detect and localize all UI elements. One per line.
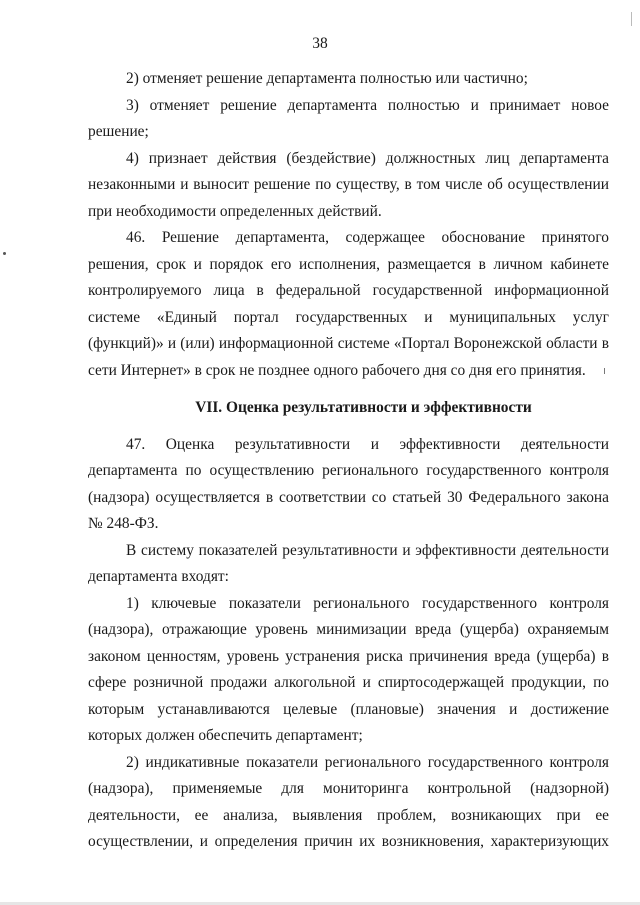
document-body xyxy=(88,66,609,856)
scan-edge-top xyxy=(631,12,632,26)
paragraph-indicative-indicators: 2) индикативные показатели регионального государственного контроля (надзора), применяемые для мониторинга контрольной (надзорной) деятельности, ее анализа, выявления проблем, возникающих при ее осуществлении, и определения причин их возникновения, характеризующих xyxy=(88,753,609,850)
paragraph-key-indicators: 1) ключевые показатели регионального государственного контроля (надзора), отражающие уровень минимизации вреда (ущерба) охраняемым законом ценностям, уровень устранения риска причинения вреда (ущерба) в сфере розничной продажи алкогольной и спиртосодержащей продукции, по которым устанавливаются целевые (плановые) значения и достижение которых должен обеспечить департамент; xyxy=(88,594,609,744)
paragraph-indicators-intro: В систему показателей результативности и эффективности деятельности департамента входят: xyxy=(88,541,609,585)
paragraph-47: 47. Оценка результативности и эффективности деятельности департамента по осуществлению регионального государственного контроля (надзора) осуществляется в соответствии со статьей 30 Федерального закона № 248-ФЗ. xyxy=(88,435,609,532)
scan-margin-mark xyxy=(3,252,6,255)
section-heading: VII. Оценка результативности и эффективности xyxy=(195,399,532,416)
paragraph-item-3: 3) отменяет решение департамента полностью и принимает новое решение; xyxy=(88,96,609,140)
page-number: 38 xyxy=(312,35,328,52)
paragraph-item-4: 4) признает действия (бездействие) должностных лиц департамента незаконными и выносит решение по существу, в том числе об осуществлении при необходимости определенных действий. xyxy=(88,149,609,220)
paragraph-46: 46. Решение департамента, содержащее обоснование принятого решения, срок и порядок его исполнения, размещается в личном кабинете контролируемого лица в федеральной государственной информационной системе «Единый портал государственных и муниципальных услуг (функций)» и (или) информационной системе «Портал Воронежской области в сети Интернет» в срок не позднее одного рабочего дня со дня его принятия. xyxy=(88,229,609,379)
scan-tick-mark xyxy=(604,368,605,374)
paragraph-item-2: 2) отменяет решение департамента полностью или частично; xyxy=(126,70,528,87)
